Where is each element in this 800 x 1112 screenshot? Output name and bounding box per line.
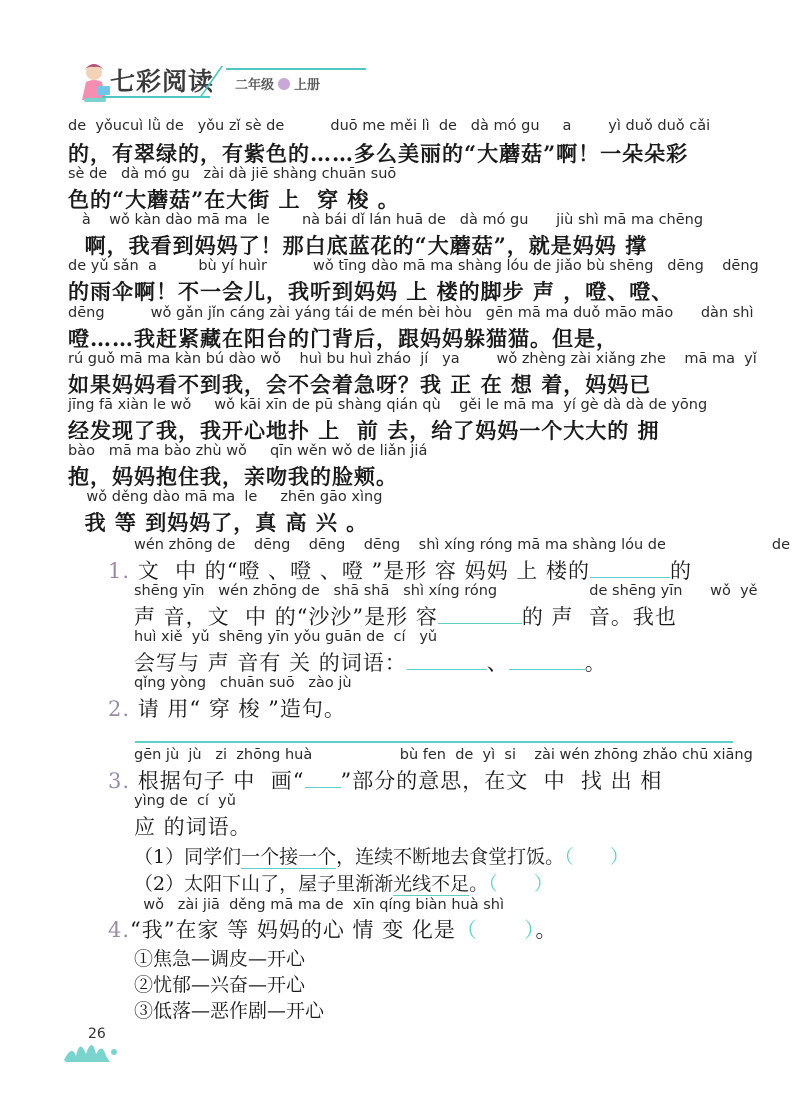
q1-pinyin-3: huì xiě yǔ shēng yīn yǒu guān de cí yǔ (134, 629, 438, 645)
q1-text-a: 文 中 的“噔 、噔 、噔 ”是形 容 妈妈 上 楼的 (137, 559, 590, 583)
q4-option-3: ③低落—恶作剧—开心 (134, 1000, 325, 1022)
header-rule-top (226, 68, 366, 70)
q1-text-c: 声 音，文 中 的“沙沙”是形 容 (134, 605, 438, 629)
q1-line-1 (108, 555, 692, 585)
text-line: 我 等 到妈妈了，真 高 兴 。 (68, 510, 369, 535)
q1-text-d: 的 声 音。我也 (521, 605, 677, 629)
pinyin-line: rú guǒ mā ma kàn bú dào wǒ huì bu huì zháo jí ya wǒ zhèng zài xiǎng zhe mā ma yǐ (68, 351, 757, 367)
text-line: 色的“大蘑菇”在大街 上 穿 梭 。 (68, 187, 400, 212)
header-rule (102, 96, 210, 98)
volume-text: 上册 (294, 78, 321, 93)
header (70, 60, 370, 110)
q3-s1-underlined: 一个接一个 (241, 846, 337, 868)
pinyin-line: jīng fā xiàn le wǒ wǒ kāi xīn de pū shàng qián qù gěi le mā ma yí gè dà dà de yōng (68, 397, 708, 413)
q3-s1-text-b: ，连续不断地去食堂打饭。 (336, 846, 565, 868)
pinyin-line: sè de dà mó gu zài dà jiē shàng chuān suō (68, 166, 397, 182)
dot-icon (278, 78, 290, 90)
q3-s1-text-a: （1）同学们 (134, 846, 242, 868)
grade-text: 二年级 (235, 78, 275, 93)
q3-s2-text-b: 。 (469, 873, 489, 895)
text-line: 噔……我赶紧藏在阳台的门背后，跟妈妈躲猫猫。但是， (68, 326, 618, 351)
q3-sentence-2 (134, 869, 553, 896)
q3-underline-sample (305, 786, 341, 788)
text-line: 的雨伞啊！不一会儿，我听到妈妈 上 楼的脚步 声 ，噔、噔、 (68, 279, 674, 304)
q2-text: 请 用“ 穿 梭 ”造句。 (137, 697, 346, 721)
q1-separator: 、 (486, 651, 509, 675)
q4-answer-paren[interactable]: （ ） (455, 918, 536, 942)
q2-answer-line[interactable] (135, 741, 733, 743)
q1-blank-3[interactable] (407, 668, 487, 670)
q3-s2-text-a: （2）太阳下山了，屋子里渐渐 (134, 873, 394, 895)
pinyin-line: dēng wǒ gǎn jǐn cáng zài yáng tái de mén bèi hòu gēn mā ma duǒ māo māo dàn shì (68, 305, 754, 321)
pinyin-line: bào mā ma bào zhù wǒ qīn wěn wǒ de liǎn jiá (68, 443, 428, 459)
q3-number: 3. (108, 769, 131, 793)
q4-pinyin: wǒ zài jiā děng mā ma de xīn qíng biàn huà shì (134, 897, 504, 913)
pinyin-line: de yǔ sǎn a bù yí huìr wǒ tīng dào mā ma shàng lóu de jiǎo bù shēng dēng dēng (68, 258, 759, 274)
q1-number: 1. (108, 559, 131, 583)
q4-line (108, 914, 557, 944)
pinyin-line: de yǒucuì lǜ de yǒu zǐ sè de duō me měi lì de dà mó gu a yì duǒ duǒ cǎi (68, 118, 711, 134)
q1-end: 。 (584, 651, 607, 675)
q1-text-b: 的 (669, 559, 692, 583)
q1-blank-1[interactable] (590, 576, 670, 578)
q3-s2-answer-paren[interactable]: （ ） (488, 873, 553, 895)
text-line: 抱，妈妈抱住我，亲吻我的脸颊。 (68, 464, 398, 489)
q3-text-b: ”部分的意思，在文 中 找 出 相 (340, 769, 663, 793)
text-line: 如果妈妈看不到我，会不会着急呀？我 正 在 想 着，妈妈已 (68, 372, 652, 397)
q3-line-2: 应 的词语。 (134, 815, 252, 839)
q4-text: “我”在家 等 妈妈的心 情 变 化是 (130, 918, 456, 942)
q3-text-a: 根据句子 中 画“ (137, 769, 305, 793)
page-number: 26 (88, 1026, 106, 1042)
q1-pinyin-1: wén zhōng de dēng dēng dēng shì xíng róng mā ma shàng lóu de de (134, 537, 791, 553)
q1-blank-2[interactable] (438, 622, 522, 624)
q4-option-1: ①焦急—调皮—开心 (134, 948, 306, 970)
pinyin-line: wǒ děng dào mā ma le zhēn gāo xìng (68, 489, 383, 505)
pinyin-line: à wǒ kàn dào mā ma le nà bái dǐ lán huā de dà mó gu jiù shì mā ma chēng (68, 212, 704, 228)
q2-line (108, 693, 346, 723)
q1-line-3 (134, 647, 607, 677)
text-line: 啊，我看到妈妈了！那白底蓝花的“大蘑菇”，就是妈妈 撑 (68, 233, 648, 258)
q3-pinyin-2: yìng de cí yǔ (134, 793, 236, 809)
q3-sentence-1 (134, 842, 629, 869)
q1-blank-4[interactable] (509, 668, 585, 670)
q1-pinyin-2: shēng yīn wén zhōng de shā shā shì xíng róng de shēng yīn wǒ yě (134, 583, 758, 599)
q1-line-2 (134, 601, 677, 631)
q2-number: 2. (108, 697, 131, 721)
q4-number: 4. (108, 918, 131, 942)
q4-option-2: ②忧郁—兴奋—开心 (134, 974, 306, 996)
q3-line-1 (108, 765, 662, 795)
q4-end: 。 (535, 918, 558, 942)
grade-label (235, 74, 320, 93)
brand-title: 七彩阅读 (110, 67, 215, 96)
q2-pinyin: qǐng yòng chuān suō zào jù (134, 675, 352, 691)
text-line: 的，有翠绿的，有紫色的……多么美丽的“大蘑菇”啊！一朵朵彩 (68, 141, 689, 166)
q3-pinyin-1: gēn jù jù zi zhōng huà bù fen de yì si zài wén zhōng zhǎo chū xiāng (134, 747, 753, 763)
q3-s2-underlined: 光线不足 (393, 873, 470, 895)
q1-text-e: 会写与 声 音有 关 的词语： (134, 651, 407, 675)
q3-s1-answer-paren[interactable]: （ ） (564, 846, 629, 868)
text-line: 经发现了我，我开心地扑 上 前 去，给了妈妈一个大大的 拥 (68, 418, 660, 443)
